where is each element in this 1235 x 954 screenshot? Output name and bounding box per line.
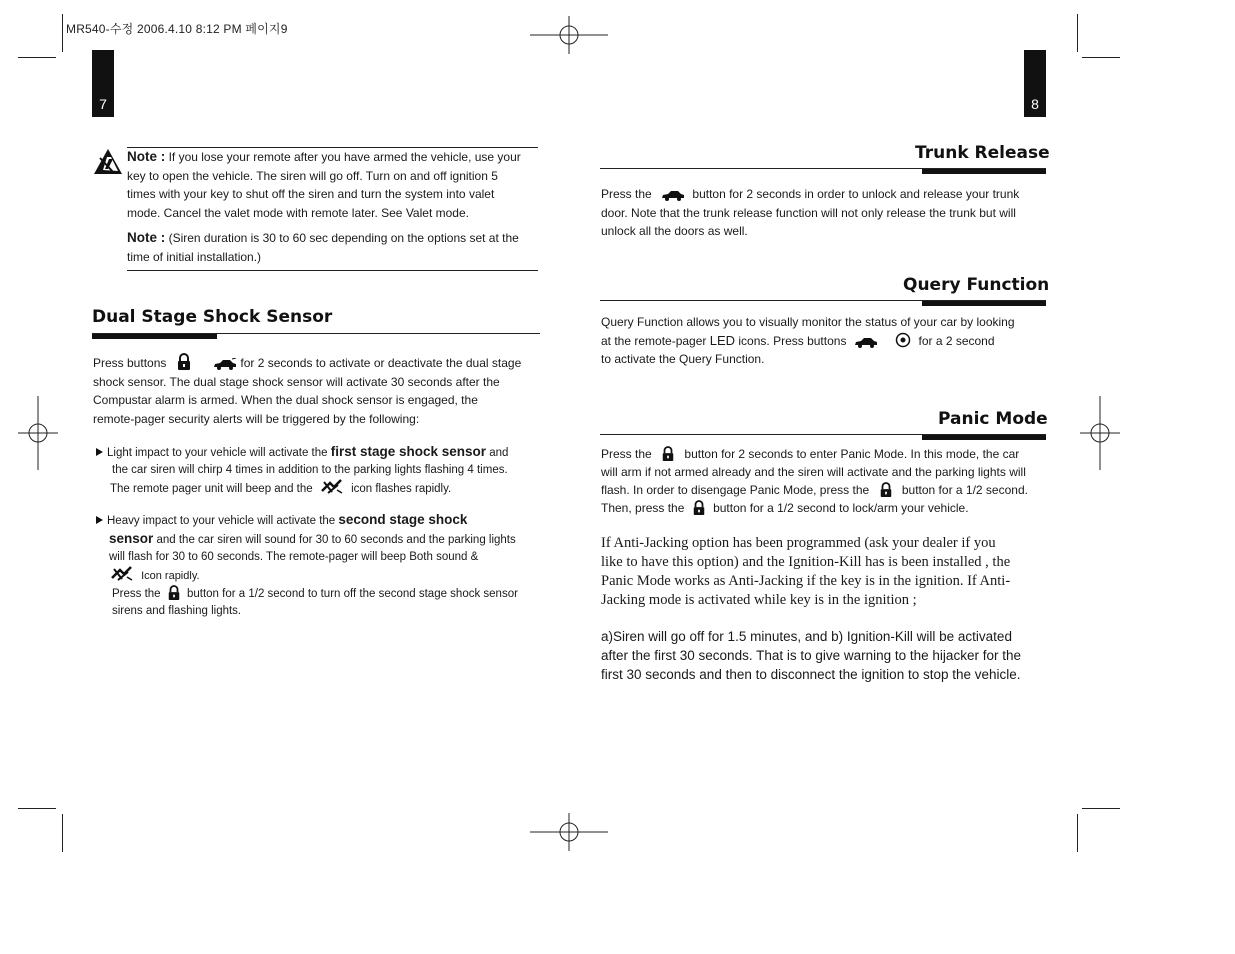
trunk-body: [601, 185, 1019, 241]
query-title: Query Function: [903, 275, 1050, 295]
warning-icon: [94, 148, 123, 175]
bullet-2-line: sirens and flashing lights.: [112, 605, 242, 617]
left-page-tab: [92, 50, 114, 117]
registration-mark-right: [1080, 396, 1120, 470]
bullet-arrow-icon: [96, 516, 103, 524]
panic-line: button for 2 seconds to enter Panic Mode. In this mode, the car: [684, 447, 1020, 461]
trunk-line: door. Note that the trunk release function will not only release the trunk but will: [601, 205, 1016, 220]
note-1-line: mode. Cancel the valet mode with remote later. See Valet mode.: [127, 205, 469, 220]
note-2-line: time of initial installation.): [127, 249, 262, 264]
panic-rule-accent: [922, 435, 1046, 440]
anti-jacking-line: like to have this option) and the Ignition-Kill has is been installed , the: [601, 554, 1011, 570]
effects-line: first 30 seconds and then to disconnect the ignition to stop the vehicle.: [601, 667, 1021, 682]
bullet-2-bold: sensor: [109, 531, 154, 546]
dual-stage-intro-line: Compustar alarm is armed. When the dual shock sensor is engaged, the: [93, 393, 478, 408]
lock-icon: [879, 482, 893, 497]
bullet-2-text: Heavy impact to your vehicle will activate the: [107, 515, 339, 527]
note-2: [127, 229, 519, 266]
bullet-2-line: Press the: [112, 588, 161, 600]
dual-stage-intro-rest: for 2 seconds to activate or deactivate the dual stage: [240, 356, 522, 370]
car-icon: [854, 336, 878, 348]
panic-line: will arm if not armed already and the siren will activate and the parking lights will: [601, 465, 1026, 479]
anti-jacking-paragraph: [601, 534, 1010, 610]
note-1-line: key to open the vehicle. The siren will go off. Turn on and off ignition 5: [127, 168, 498, 183]
bullet-2-line: will flash for 30 to 60 seconds. The remote-pager will beep Both sound &: [109, 551, 479, 563]
trunk-line: unlock all the doors as well.: [601, 224, 748, 239]
panic-line: flash. In order to disengage Panic Mode, press the: [601, 483, 870, 497]
note-1: [127, 148, 521, 222]
note-1-line: times with your key to shut off the siren and turn the system into valet: [127, 187, 495, 202]
trunk-rule-accent: [922, 169, 1046, 174]
panic-line: Then, press the: [601, 501, 685, 515]
note-1-label: Note :: [127, 149, 166, 164]
panic-line: button for a 1/2 second.: [901, 483, 1028, 497]
bullet-2-line: and the car siren will sound for 30 to 60 seconds and the parking lights: [153, 534, 516, 546]
query-body: [601, 313, 1015, 369]
right-page-tab: [1024, 50, 1046, 117]
panic-line: button for a 1/2 second to lock/arm your vehicle.: [713, 501, 969, 515]
dual-stage-intro-line: shock sensor. The dual stage shock sensor will activate 30 seconds after the: [93, 374, 500, 389]
shock-icon: [320, 479, 344, 495]
bullet-2-line: button for a 1/2 second to turn off the second stage shock sensor: [186, 588, 518, 600]
query-line: Query Function allows you to visually monitor the status of your car by looking: [601, 315, 1015, 329]
dual-stage-title: Dual Stage Shock Sensor: [92, 307, 333, 327]
bullet-1-text: Light impact to your vehicle will activate the: [107, 447, 331, 459]
bullet-1-line: the car siren will chirp 4 times in addition to the parking lights flashing 4 times.: [112, 464, 508, 476]
panic-line: Press the: [601, 447, 652, 461]
bullet-2-line: Icon rapidly.: [141, 570, 200, 582]
lock-icon: [661, 446, 675, 461]
bullet-arrow-icon: [96, 448, 103, 456]
registration-mark-bottom: [530, 813, 608, 851]
panic-title: Panic Mode: [938, 409, 1048, 429]
registration-mark-left: [18, 396, 58, 470]
bullet-1-line: The remote pager unit will beep and the: [110, 483, 313, 495]
circle-dot-icon: [895, 332, 911, 348]
trunk-line: button for 2 seconds in order to unlock and release your trunk: [692, 187, 1020, 201]
trunk-line: Press the: [601, 187, 652, 201]
anti-jacking-line: Panic Mode works as Anti-Jacking if the key is in the ignition. If Anti-: [601, 573, 1011, 589]
left-page-number: 7: [99, 96, 107, 112]
shock-icon: [110, 566, 134, 582]
car-icon: [661, 189, 685, 201]
dual-stage-intro: [93, 353, 521, 428]
note-1-line: If you lose your remote after you have armed the vehicle, use your: [165, 150, 521, 164]
notes-bottom-rule: [127, 270, 538, 271]
dual-stage-intro-prefix: Press buttons: [93, 356, 167, 370]
query-line: icons. Press buttons: [738, 333, 847, 348]
dual-stage-intro-line: remote-pager security alerts will be triggered by the following:: [93, 411, 420, 426]
note-2-label: Note :: [127, 230, 166, 245]
anti-jacking-effects: [601, 627, 1021, 684]
dual-stage-rule-accent: [92, 334, 217, 339]
bullet-1-post: and: [486, 447, 509, 459]
lock-icon: [176, 353, 192, 370]
trunk-title: Trunk Release: [915, 143, 1050, 163]
bullet-2-bold: second stage shock: [338, 512, 468, 527]
note-2-line: (Siren duration is 30 to 60 sec depending on the options set at the: [165, 231, 519, 245]
bullet-1-bold: first stage shock sensor: [330, 444, 487, 459]
query-led: LED: [709, 332, 736, 348]
registration-mark-top: [530, 16, 608, 54]
bullet-1-line: icon flashes rapidly.: [351, 483, 452, 495]
lock-icon: [692, 500, 706, 515]
query-line: to activate the Query Function.: [601, 352, 765, 367]
lock-icon: [167, 585, 181, 600]
query-line: at the remote-pager: [601, 333, 707, 348]
panic-body: [601, 445, 1028, 517]
anti-jacking-line: Jacking mode is activated while key is in the ignition ;: [601, 592, 917, 608]
car-icon: [213, 358, 237, 370]
right-page-number: 8: [1031, 96, 1039, 112]
query-line: for a 2 second: [918, 333, 995, 348]
anti-jacking-line: If Anti-Jacking option has been programmed (ask your dealer if you: [601, 535, 996, 551]
bullet-first-stage: [96, 443, 508, 498]
print-header: MR540-수정 2006.4.10 8:12 PM 페이지9: [66, 22, 288, 36]
bullet-second-stage: [96, 511, 518, 620]
effects-line: after the first 30 seconds. That is to give warning to the hijacker for the: [601, 648, 1021, 663]
query-rule-accent: [922, 301, 1046, 306]
effects-line: a)Siren will go off for 1.5 minutes, and b) Ignition-Kill will be activated: [601, 629, 1012, 644]
